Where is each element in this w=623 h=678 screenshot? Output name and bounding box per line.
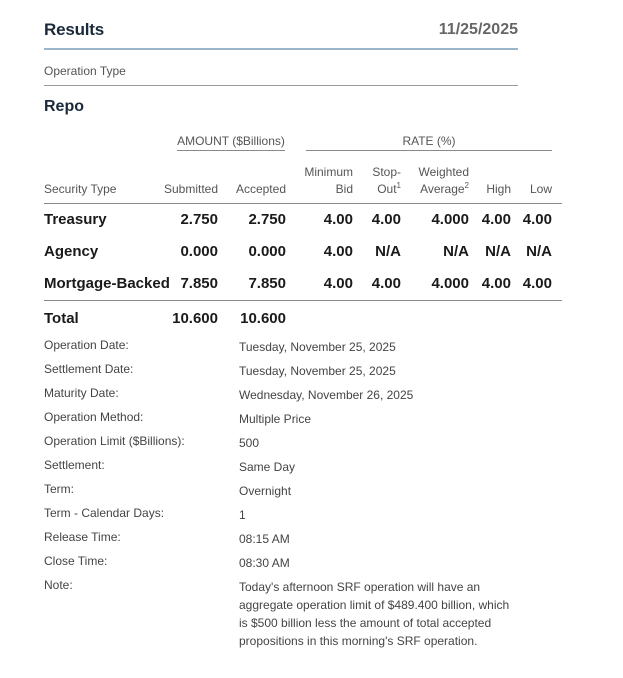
total-accepted: 10.600 (240, 310, 286, 327)
col-high: High (486, 182, 511, 196)
detail-value: 500 (239, 436, 260, 450)
col-min-bid-line2: Bid (335, 182, 353, 196)
detail-value: Multiple Price (239, 412, 312, 426)
row-submitted: 2.750 (180, 211, 218, 228)
col-weighted-line2-wrap (404, 181, 469, 198)
row-submitted: 7.850 (180, 275, 218, 292)
table-body-divider (44, 300, 562, 301)
total-label: Total (44, 310, 79, 327)
detail-value: Same Day (239, 460, 296, 474)
row-min-bid: 4.00 (323, 243, 353, 260)
table-row (44, 204, 562, 236)
row-low: 4.00 (522, 211, 552, 228)
row-high: 4.00 (481, 275, 511, 292)
detail-label: Operation Method: (44, 410, 144, 424)
row-stop-out: 4.00 (371, 211, 401, 228)
footnote-1: 1 (396, 181, 401, 190)
operation-type-label: Operation Type (44, 64, 126, 78)
rate-group-header: RATE (%) (306, 134, 552, 151)
row-high: N/A (485, 243, 511, 260)
col-weighted-line2: Average (420, 182, 465, 196)
row-accepted: 0.000 (248, 243, 286, 260)
table-row (44, 268, 562, 300)
row-high: 4.00 (481, 211, 511, 228)
row-weighted-average: N/A (443, 243, 469, 260)
row-stop-out: 4.00 (371, 275, 401, 292)
detail-label: Term: (44, 482, 74, 496)
row-min-bid: 4.00 (323, 275, 353, 292)
results-date: 11/25/2025 (438, 21, 518, 38)
col-min-bid (294, 164, 353, 198)
operation-type-row (44, 58, 518, 86)
amount-group-header: AMOUNT ($Billions) (177, 134, 285, 151)
row-submitted: 0.000 (180, 243, 218, 260)
col-low: Low (529, 182, 552, 196)
table-row (44, 236, 562, 268)
row-accepted: 7.850 (248, 275, 286, 292)
row-accepted: 2.750 (248, 211, 286, 228)
row-weighted-average: 4.000 (431, 275, 469, 292)
col-accepted: Accepted (235, 182, 286, 196)
row-low: N/A (526, 243, 552, 260)
detail-label: Note: (44, 578, 73, 592)
detail-label: Maturity Date: (44, 386, 119, 400)
row-min-bid: 4.00 (323, 211, 353, 228)
detail-label: Operation Limit ($Billions): (44, 434, 185, 448)
col-min-bid-line1: Minimum (304, 165, 353, 179)
row-stop-out: N/A (375, 243, 401, 260)
col-stop-out-line2-wrap (359, 181, 401, 198)
detail-note-value: Today's afternoon SRF operation will have an aggregate operation limit of $489.400 billion, which is $500 billion less the amount of total accepted propositions in this morning's SRF operation. (239, 580, 510, 648)
col-weighted-line1: Weighted (418, 165, 469, 179)
detail-label: Operation Date: (44, 338, 129, 352)
detail-value: Tuesday, November 25, 2025 (239, 364, 396, 378)
detail-value: 1 (239, 508, 246, 522)
detail-value: 08:30 AM (239, 556, 290, 570)
col-stop-out (359, 164, 401, 198)
detail-value: Overnight (239, 484, 292, 498)
detail-label: Settlement: (44, 458, 105, 472)
detail-label: Close Time: (44, 554, 108, 568)
detail-value: Wednesday, November 26, 2025 (239, 388, 414, 402)
col-stop-out-line2: Out (377, 182, 397, 196)
total-row (44, 304, 344, 334)
detail-label: Settlement Date: (44, 362, 134, 376)
total-submitted: 10.600 (172, 310, 218, 327)
row-low: 4.00 (522, 275, 552, 292)
detail-value: 08:15 AM (239, 532, 290, 546)
results-header (44, 20, 518, 50)
row-security-type: Agency (44, 243, 99, 260)
row-weighted-average: 4.000 (431, 211, 469, 228)
detail-label: Term - Calendar Days: (44, 506, 165, 520)
detail-value: Tuesday, November 25, 2025 (239, 340, 396, 354)
row-security-type: Treasury (44, 211, 107, 228)
section-title-repo: Repo (44, 98, 84, 115)
col-submitted: Submitted (163, 182, 218, 196)
footnote-2: 2 (464, 181, 469, 190)
row-security-type: Mortgage-Backed (44, 275, 170, 292)
col-security-type: Security Type (44, 182, 117, 196)
col-weighted-average (404, 164, 469, 198)
results-title: Results (44, 20, 105, 39)
col-stop-out-line1: Stop- (372, 165, 401, 179)
detail-label: Release Time: (44, 530, 121, 544)
